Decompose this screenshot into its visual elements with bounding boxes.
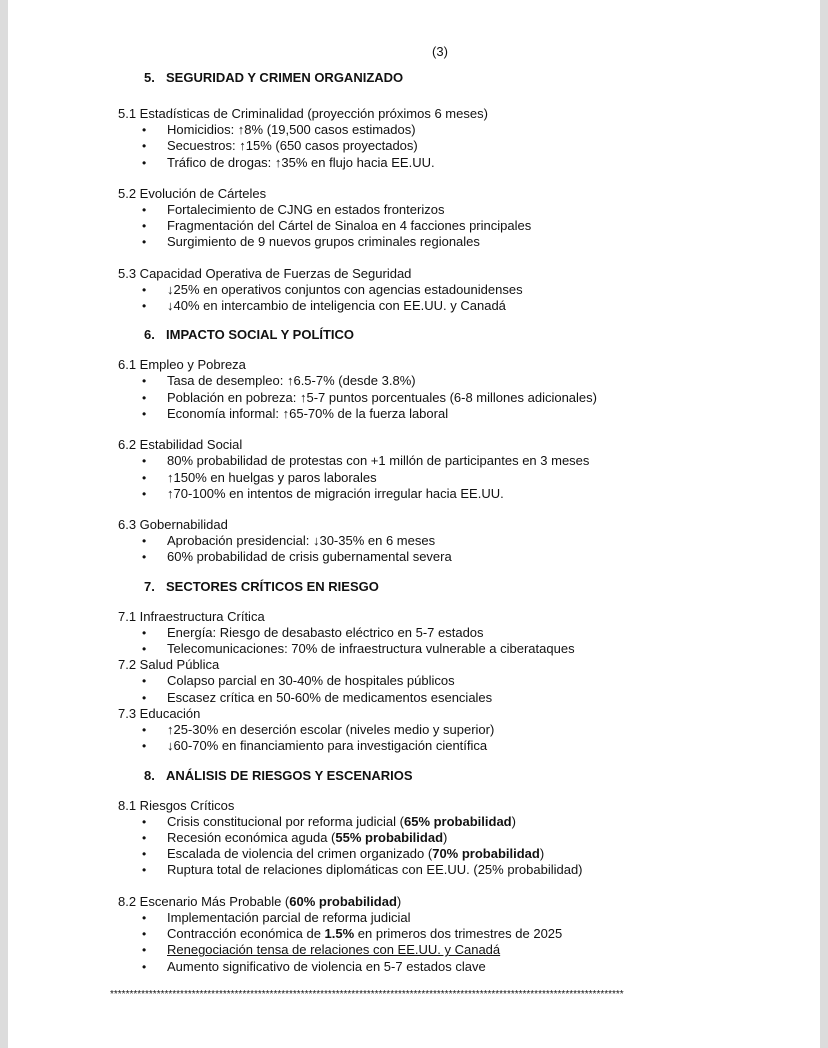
list-item: • 60% probabilidad de crisis gubernamental severa xyxy=(118,549,798,565)
bullet-list xyxy=(118,625,798,658)
subsection-title: 5.3 Capacidad Operativa de Fuerzas de Seguridad xyxy=(118,265,412,281)
list-item: • Economía informal: ↑65-70% de la fuerza laboral xyxy=(118,406,798,422)
section-heading-5: 5. SEGURIDAD Y CRIMEN ORGANIZADO xyxy=(144,70,404,85)
section-heading-8: 8. ANÁLISIS DE RIESGOS Y ESCENARIOS xyxy=(144,767,413,783)
subsection-title: 7.3 Educación xyxy=(118,705,201,721)
document-page xyxy=(8,0,820,1048)
underlined-text: Renegociación tensa de relaciones con EE.UU. y Canadá xyxy=(167,942,501,958)
bullet-list xyxy=(118,453,798,502)
bullet-list xyxy=(118,202,798,251)
list-item: • Crisis constitucional por reforma judicial (65% probabilidad) xyxy=(118,814,798,830)
list-item: • Fortalecimiento de CJNG en estados fronterizos xyxy=(118,202,798,218)
list-item: • Ruptura total de relaciones diplomáticas con EE.UU. (25% probabilidad) xyxy=(118,862,798,878)
list-item: • Escasez crítica en 50-60% de medicamentos esenciales xyxy=(118,690,798,706)
list-item: • Energía: Riesgo de desabasto eléctrico en 5-7 estados xyxy=(118,625,798,641)
subsection-title: 7.1 Infraestructura Crítica xyxy=(118,608,265,624)
list-item: • Población en pobreza: ↑5-7 puntos porcentuales (6-8 millones adicionales) xyxy=(118,390,798,406)
section-heading-7: 7. SECTORES CRÍTICOS EN RIESGO xyxy=(144,578,379,594)
subsection-title: 5.2 Evolución de Cárteles xyxy=(118,185,267,201)
list-item: • ↑70-100% en intentos de migración irregular hacia EE.UU. xyxy=(118,486,798,502)
subsection-title: 8.1 Riesgos Críticos xyxy=(118,797,235,813)
list-item: • Homicidios: ↑8% (19,500 casos estimados) xyxy=(118,122,798,138)
list-item: • Tasa de desempleo: ↑6.5-7% (desde 3.8%) xyxy=(118,373,798,389)
list-item: • Colapso parcial en 30-40% de hospitales públicos xyxy=(118,673,798,689)
subsection-title: 6.3 Gobernabilidad xyxy=(118,517,228,533)
list-item: • 80% probabilidad de protestas con +1 millón de participantes en 3 meses xyxy=(118,453,798,469)
subsection-title: 5.1 Estadísticas de Criminalidad (proyección próximos 6 meses) xyxy=(118,106,488,121)
list-item: • Implementación parcial de reforma judicial xyxy=(118,910,798,926)
list-item: • Tráfico de drogas: ↑35% en flujo hacia EE.UU. xyxy=(118,155,798,171)
page-number: (3) xyxy=(432,44,448,59)
subsection-title: 6.1 Empleo y Pobreza xyxy=(118,357,246,373)
list-item: • ↓40% en intercambio de inteligencia con EE.UU. y Canadá xyxy=(118,298,798,314)
list-item: • ↓60-70% en financiamiento para investigación científica xyxy=(118,738,798,754)
bullet-list xyxy=(118,673,798,706)
list-item: • Aprobación presidencial: ↓30-35% en 6 meses xyxy=(118,533,798,549)
list-item: • Secuestros: ↑15% (650 casos proyectados) xyxy=(118,138,798,154)
document-body xyxy=(118,69,798,975)
bullet-list xyxy=(118,814,798,879)
list-item: • Recesión económica aguda (55% probabilidad) xyxy=(118,830,798,846)
subsection-title: 7.2 Salud Pública xyxy=(118,657,220,673)
list-item: • Surgimiento de 9 nuevos grupos criminales regionales xyxy=(118,234,798,250)
section-heading-6: 6. IMPACTO SOCIAL Y POLÍTICO xyxy=(144,327,355,343)
bullet-list xyxy=(118,282,798,315)
subsection-title: 6.2 Estabilidad Social xyxy=(118,437,243,453)
bullet-list xyxy=(118,722,798,755)
separator-line: ************************************************************************************************************************************ xyxy=(110,989,624,1000)
list-item: • Fragmentación del Cártel de Sinaloa en 4 facciones principales xyxy=(118,218,798,234)
list-item: • Telecomunicaciones: 70% de infraestructura vulnerable a ciberataques xyxy=(118,641,798,657)
bullet-list xyxy=(118,533,798,566)
list-item: • ↑25-30% en deserción escolar (niveles medio y superior) xyxy=(118,722,798,738)
bullet-list xyxy=(118,910,798,975)
list-item: • Contracción económica de 1.5% en primeros dos trimestres de 2025 xyxy=(118,926,798,942)
list-item xyxy=(118,942,798,958)
subsection-title: 8.2 Escenario Más Probable (60% probabilidad) xyxy=(118,893,402,909)
list-item: • Escalada de violencia del crimen organizado (70% probabilidad) xyxy=(118,846,798,862)
bullet-list xyxy=(118,373,798,422)
list-item: • ↑150% en huelgas y paros laborales xyxy=(118,470,798,486)
list-item: • Aumento significativo de violencia en 5-7 estados clave xyxy=(118,959,798,975)
list-item: • ↓25% en operativos conjuntos con agencias estadounidenses xyxy=(118,282,798,298)
bullet-list xyxy=(118,122,798,171)
